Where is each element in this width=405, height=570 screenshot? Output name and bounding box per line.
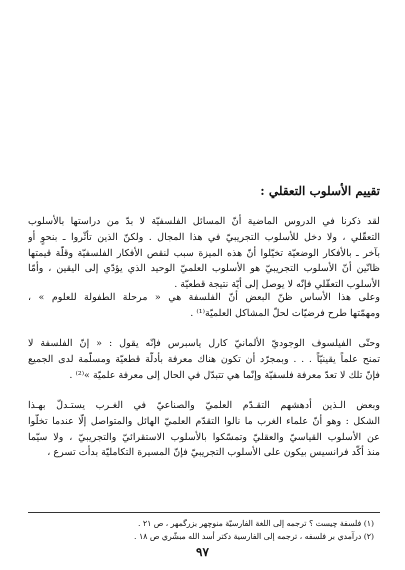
paragraph-1-line: بآخر ـ بالأفكار الوضعيّة تخيّلوا أنّ هذه الميزة سبب لنقص الأفكار الفلسفيّة وقلّة قيمتها bbox=[28, 247, 380, 259]
paragraph-2-line: وعلى هذا الأساس ظنّ البعض أنّ الفلسفة هي « مرحلة الطفولة للعلوم » ، bbox=[28, 292, 380, 303]
footnote-2: (٢) درآمدي بر فلسفه ، ترجمه إلى الفارسية دكتر أسد الله مبشّري ص ١٨ . bbox=[134, 532, 374, 541]
footnote-divider bbox=[28, 512, 380, 513]
paragraph-4-line: وبعض الـذين أدهشهم التقـدّم العلميّ والصناعيّ في الغـرب يستـدلّ بهـذا bbox=[28, 400, 380, 411]
paragraph-4-line: الشكل : وهو أنّ علماء الغرب ما نالوا التقدّم العلميّ الهائل والمتواصل إلّا عندما تخلّوا bbox=[28, 415, 380, 427]
paragraph-1-line: التعقّلي ، ولا دخل للأسلوب التجريبيّ في هذا المجال . ولكنّ الذين تأثّروا ـ بنحوٍ أو bbox=[28, 231, 380, 243]
paragraph-1-line: ظانّين أنّ الأسلوب التجريبيّ هو الأسلوب العلميّ الوحيد الذي يؤدّي إلى اليقين ، وأمّا bbox=[28, 263, 380, 275]
book-page bbox=[28, 0, 380, 570]
page-number: ٩٧ bbox=[196, 545, 209, 559]
section-heading: تقييم الأسلوب التعقلي : bbox=[260, 184, 380, 198]
paragraph-3-line: فإنّ تلك لا تعدّ معرفة فلسفيّة وإنّما هي تتبدّل في الحال إلى معرفة علميّة »⁽²⁾ . bbox=[69, 369, 380, 381]
footnote-1: (١) فلسفة چيست ؟ ترجمه إلى اللغة الفارسيّة منوچهر بزرگمهر ، ص ٢١ . bbox=[137, 519, 374, 528]
paragraph-4-line: منذ أكّد فرانسيس بيكون على الأسلوب التجريبيّ فإنّ المسيرة التكامليّة بدأت تسرع ، bbox=[47, 447, 380, 459]
paragraph-2-line: ومهمّتها طرح فرضيّات لحلّ المشاكل العلميّة⁽¹⁾ . bbox=[190, 307, 380, 319]
paragraph-4-line: عن الأسلوب القياسيّ والعقليّ وتمسّكوا بالأسلوب الاستقرائيّ والتجريبيّ ، ولا سيّما bbox=[28, 431, 380, 443]
paragraph-3-line: تمنح علماً يقينيّاً . . . وبمجرّد أن تكون هناك معرفة بأدلّة قطعيّة ومسلّمة لدى الجميع bbox=[28, 353, 380, 365]
paragraph-1-line: لقد ذكرنا في الدروس الماضية أنّ المسائل الفلسفيّة لا بدّ من دراستها بالأسلوب bbox=[28, 216, 380, 227]
paragraph-3-line: وحتّى الفيلسوف الوجوديّ الألمانيّ كارل ياسبرس فإنّه يقول : « إنّ الفلسفة لا bbox=[28, 338, 380, 349]
paragraph-1-line: الأسلوب التعقّلي فإنّه لا يوصل إلى أيّة نتيجة قطعيّة . bbox=[174, 279, 380, 291]
